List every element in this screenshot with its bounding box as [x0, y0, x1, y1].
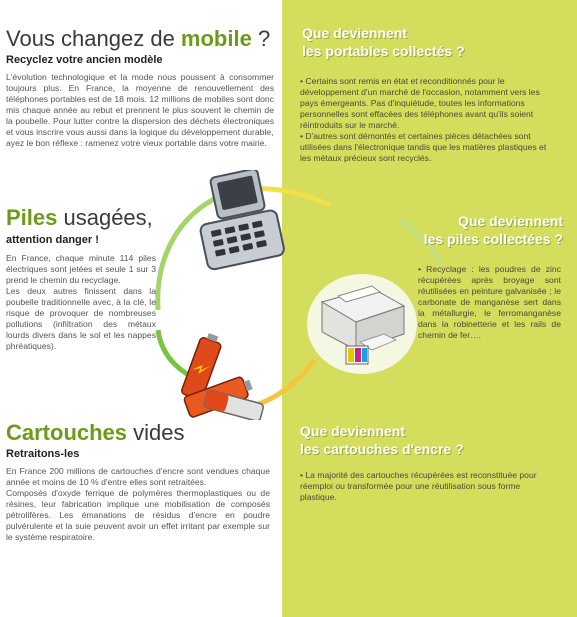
battery-icon: [165, 325, 275, 420]
phone-icon: [180, 170, 290, 280]
q-cartouches-heading2: les cartouches d'encre ?: [300, 441, 464, 457]
mobile-body: [6, 72, 274, 149]
mobile-title-em: mobile: [180, 26, 252, 51]
q-portables-heading: [302, 24, 465, 60]
cartouches-body: [6, 466, 270, 543]
piles-title-em: Piles: [6, 205, 58, 230]
cartouches-title-post: vides: [127, 420, 185, 445]
mobile-reflex-text: ayez le bon réflexe : ramenez votre vieux portable dans votre mairie.: [6, 138, 267, 148]
q-piles-heading: [358, 212, 563, 248]
q-piles-bullet: • Recyclage : les poudres de zinc récupérées après broyage sont réutilisées en peinture galvanisée ; le carbonate de manganèse sert dans la métallurgie, le ferromanganèse dans la robinetterie et les rails de chemin de fer….: [418, 264, 561, 340]
cartouches-body2: Composés d'oxyde ferrique de polymères thermoplastiques ou de résines, leur fabrication implique une mobilisation de composés pétrolifères. Les émanations de résidus d'encre en poudre pulvérulente et la suie peuvent avoir un effet irritant par exemple sur le système respiratoire.: [6, 488, 270, 542]
q-portables-text: [300, 76, 555, 164]
q-piles-heading2: les piles collectées ?: [423, 231, 563, 247]
mobile-title: [6, 26, 270, 52]
q-piles-text: [418, 264, 561, 341]
q-cartouches-heading: [300, 422, 464, 458]
piles-body: [6, 253, 156, 352]
q-portables-bullet1: • Certains sont remis en état et reconditionnés pour le développement d'un marché de l'occasion, notamment vers les pays émergeants. Pas d'inquiétude, toutes les informations personnelles sont effacées des téléphones avant qu'ils soient réintroduits sur le marché.: [300, 76, 540, 130]
mobile-body-text: L'évolution technologique et la mode nous poussent à consommer toujours plus. En France, la moyenne de renouvellement des téléphones portables est de 18 mois. 12 millions de mobiles sont donc mis chaque année au rebut et prennent le plus souvent le chemin de la poubelle. Pour lutter contre la dispersion des déchets électroniques et vous inscrire vous aussi dans la logique du développement durable,: [6, 72, 274, 137]
printer-icon: [300, 262, 420, 380]
q-piles-heading1: Que deviennent: [457, 213, 563, 229]
piles-body1: En France, chaque minute 114 piles électriques sont jetées et seule 1 sur 3 prend le chemin du recyclage.: [6, 253, 156, 285]
mobile-title-pre: Vous changez de: [6, 26, 181, 51]
cartouches-body1: En France 200 millions de cartouches d'encre sont vendues chaque année et moins de 10 % d'entre elles sont retraitées.: [6, 466, 270, 487]
cartouches-title-em: Cartouches: [6, 420, 128, 445]
mobile-subtitle: Recyclez votre ancien modèle: [6, 54, 163, 66]
piles-body2: Les deux autres finissent dans la poubelle traditionnelle avec, à la clé, le risque de provoquer de nombreuses pollutions (infiltration des métaux lourds divers dans le sol et les nappes phréatiques).: [6, 286, 156, 351]
q-portables-bullet2: • D'autres sont démontés et certaines pièces détachées sont utilisées dans l'électronique tandis que les matières plastiques et les métaux précieux sont recyclés.: [300, 131, 547, 163]
q-portables-heading1: Que deviennent: [302, 25, 408, 41]
cartouches-subtitle: Retraitons-les: [6, 448, 80, 460]
q-cartouches-bullet: • La majorité des cartouches récupérées est reconstituée pour réemploi ou transformée pour une réutilisation sous forme plastique.: [300, 470, 537, 502]
cartouches-title: [6, 420, 185, 446]
piles-title-post: usagées,: [57, 205, 153, 230]
q-portables-heading2: les portables collectés ?: [302, 43, 465, 59]
q-cartouches-heading1: Que deviennent: [300, 423, 406, 439]
piles-subtitle: attention danger !: [6, 234, 99, 246]
piles-title: [6, 205, 153, 231]
mobile-title-post: ?: [251, 26, 271, 51]
q-cartouches-text: [300, 470, 558, 503]
